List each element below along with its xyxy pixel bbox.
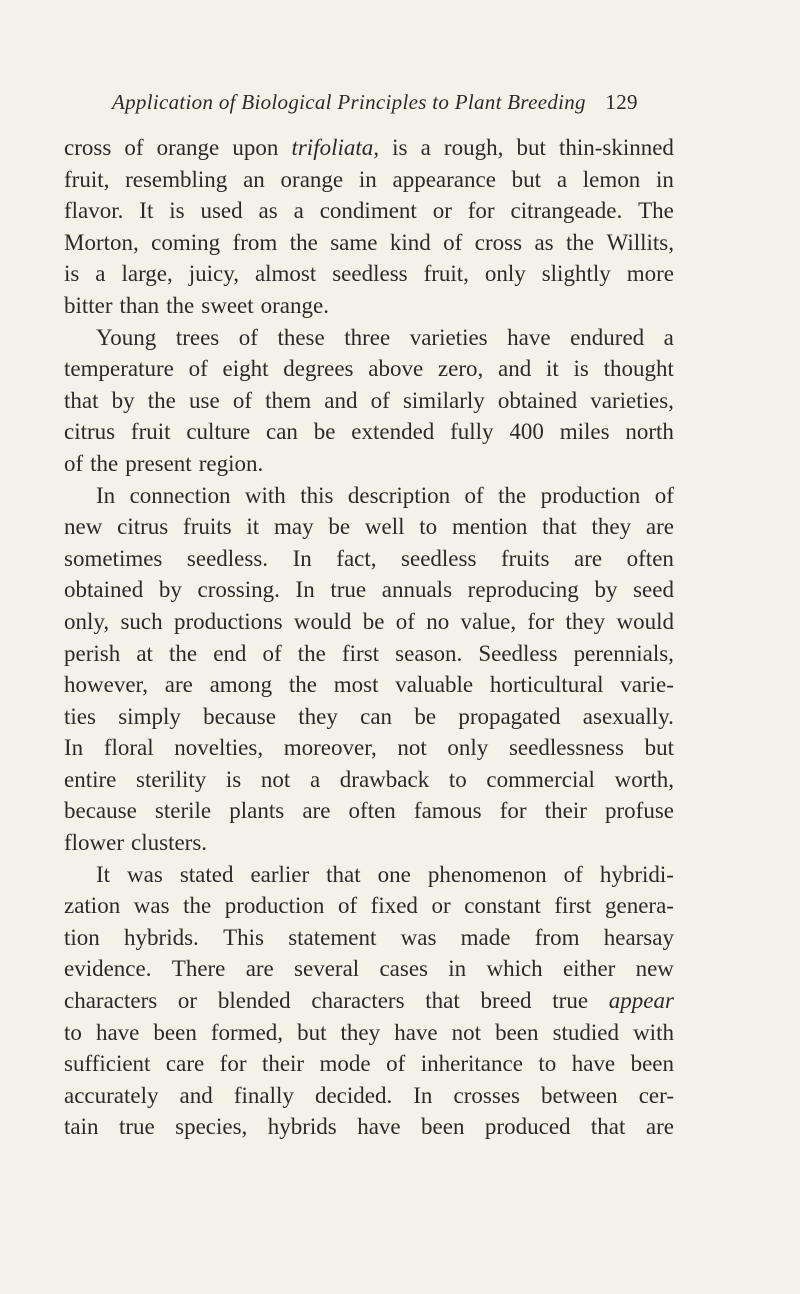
text-line: sometimes seedless. In fact, seedless fruits are often <box>64 545 674 571</box>
text-line: flavor. It is used as a condiment or for citrangeade. The <box>64 198 674 224</box>
text-line: citrus fruit culture can be extended fully 400 miles north <box>64 419 674 445</box>
text-line: characters or blended characters that breed true appear <box>64 988 674 1014</box>
text-line: because sterile plants are often famous for their profuse <box>64 798 674 824</box>
text-line: that by the use of them and of similarly obtained varieties, <box>64 387 674 413</box>
text-line: obtained by crossing. In true annuals reproducing by seed <box>64 577 674 603</box>
text-line: temperature of eight degrees above zero, and it is thought <box>64 356 674 382</box>
text-line: ties simply because they can be propagated asexually. <box>64 703 674 729</box>
text-line: evidence. There are several cases in which either new <box>64 956 674 982</box>
text-line: only, such productions would be of no value, for they would <box>64 608 674 634</box>
text-line: In floral novelties, moreover, not only seedlessness but <box>64 735 674 761</box>
text-line: however, are among the most valuable horticultural varie- <box>64 672 674 698</box>
text-line: perish at the end of the first season. Seedless perennials, <box>64 640 674 666</box>
text-line: Morton, coming from the same kind of cross as the Willits, <box>64 229 674 255</box>
text-line: fruit, resembling an orange in appearance but a lemon in <box>64 166 674 192</box>
text-line: tain true species, hybrids have been produced that are <box>64 1114 674 1140</box>
text-line: new citrus fruits it may be well to mention that they are <box>64 514 674 540</box>
text-line: cross of orange upon trifoliata, is a rough, but thin-skinned <box>64 135 674 160</box>
text-line: entire sterility is not a drawback to commercial worth, <box>64 766 674 792</box>
running-head-title: Application of Biological Principles to Plant Breeding <box>112 90 586 114</box>
text-line: is a large, juicy, almost seedless fruit, only slightly more <box>64 261 674 287</box>
body-text <box>64 132 674 1143</box>
text-line: In connection with this description of the production of <box>96 482 674 508</box>
page-number: 129 <box>605 90 638 114</box>
running-head <box>112 90 672 115</box>
text-line: sufficient care for their mode of inheritance to have been <box>64 1051 674 1077</box>
text-line: bitter than the sweet orange. <box>64 292 329 318</box>
text-line: It was stated earlier that one phenomenon of hybridi- <box>96 861 674 887</box>
text-line: accurately and finally decided. In crosses between cer- <box>64 1082 674 1108</box>
text-line: of the present region. <box>64 450 264 476</box>
text-line: to have been formed, but they have not been studied with <box>64 1019 674 1045</box>
text-line: Young trees of these three varieties have endured a <box>96 324 674 350</box>
text-line: zation was the production of fixed or constant first genera- <box>64 893 674 919</box>
text-line: tion hybrids. This statement was made from hearsay <box>64 924 674 950</box>
text-line: flower clusters. <box>64 830 208 856</box>
